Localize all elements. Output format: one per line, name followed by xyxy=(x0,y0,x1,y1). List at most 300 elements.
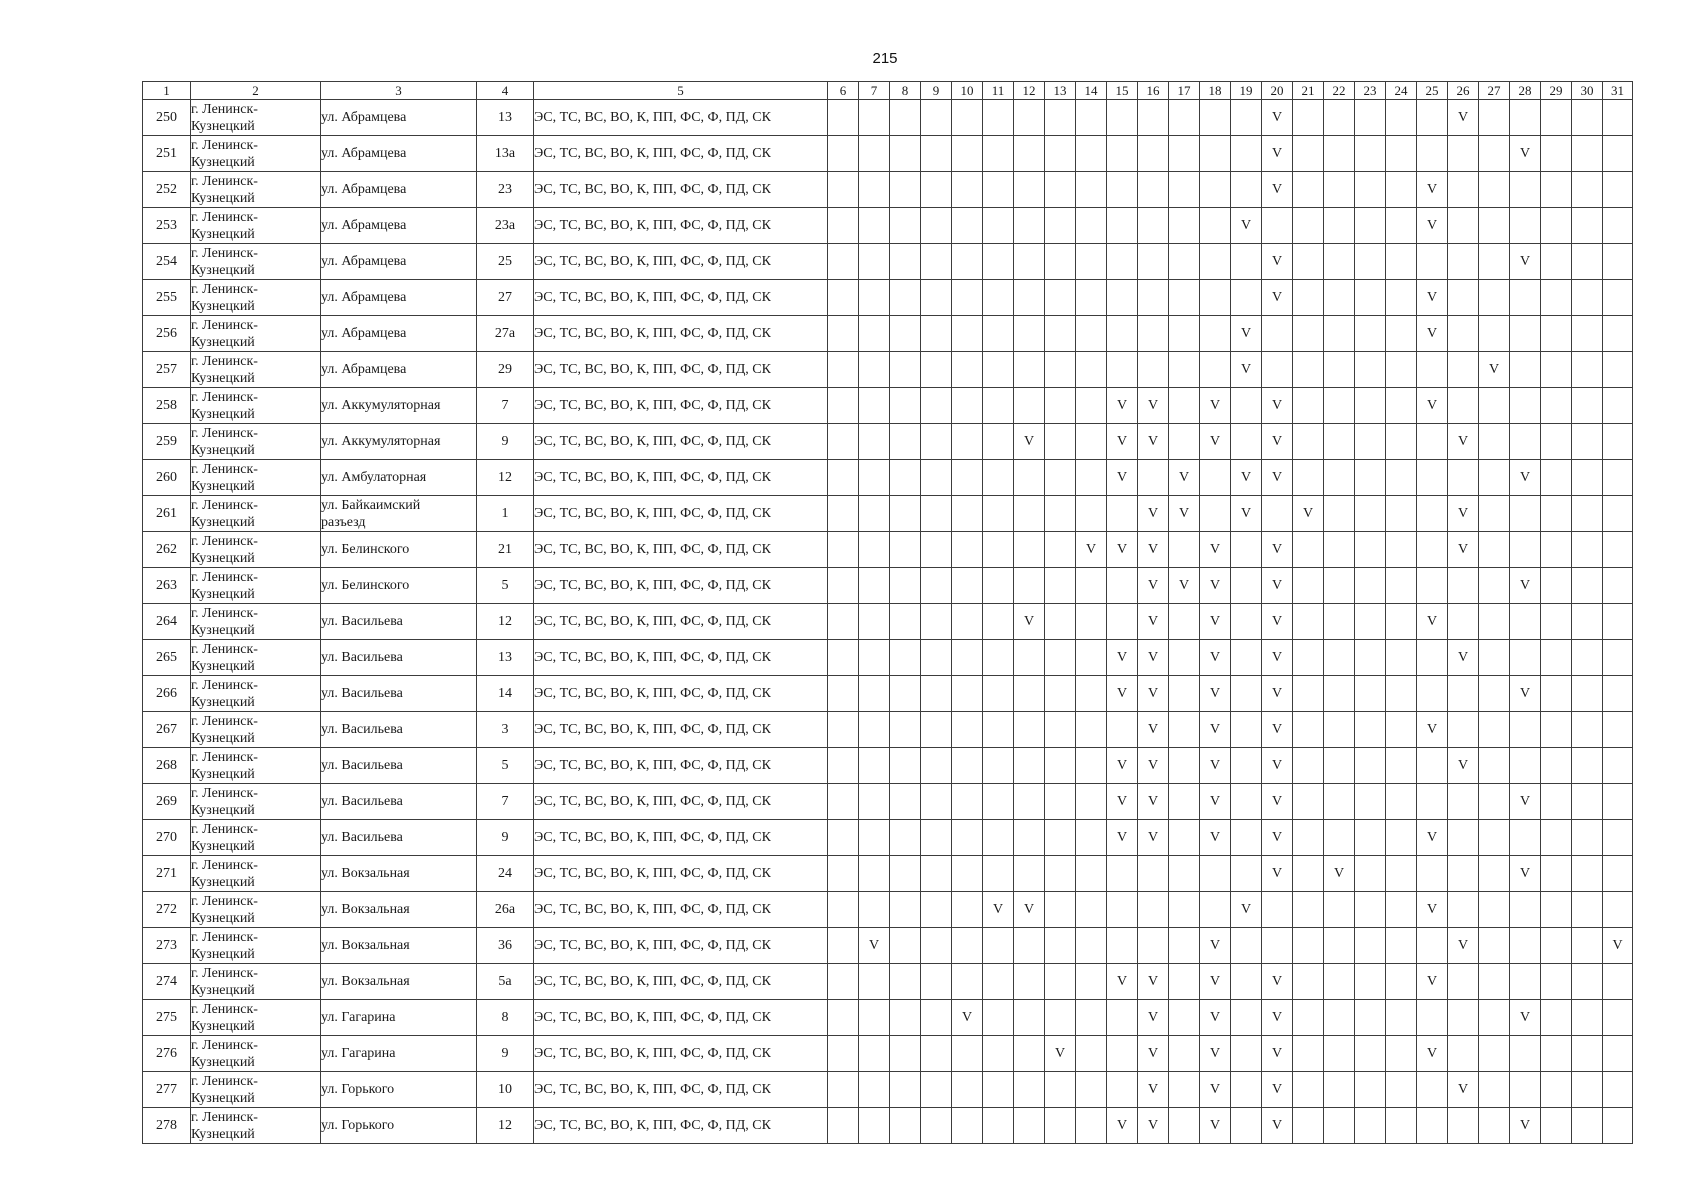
street-cell: ул. Абрамцева xyxy=(321,316,477,352)
table-row xyxy=(143,532,1633,568)
check-mark: V xyxy=(1240,361,1252,377)
check-mark: V xyxy=(1147,433,1159,449)
mark-cell-col-18 xyxy=(1200,532,1231,568)
mark-cell-col-21 xyxy=(1293,352,1324,388)
mark-cell-col-8 xyxy=(890,712,921,748)
mark-cell-col-25 xyxy=(1417,1072,1448,1108)
mark-cell-col-8 xyxy=(890,244,921,280)
mark-cell-col-29 xyxy=(1541,604,1572,640)
mark-cell-col-16 xyxy=(1138,712,1169,748)
mark-cell-col-9 xyxy=(921,1036,952,1072)
mark-cell-col-28 xyxy=(1510,532,1541,568)
mark-cell-col-24 xyxy=(1386,856,1417,892)
mark-cell-col-14 xyxy=(1076,964,1107,1000)
mark-cell-col-15 xyxy=(1107,316,1138,352)
mark-cell-col-21 xyxy=(1293,892,1324,928)
mark-cell-col-28 xyxy=(1510,316,1541,352)
mark-cell-col-11 xyxy=(983,676,1014,712)
mark-cell-col-30 xyxy=(1572,208,1603,244)
mark-cell-col-22 xyxy=(1324,532,1355,568)
mark-cell-col-31 xyxy=(1603,460,1633,496)
column-header-29: 29 xyxy=(1541,82,1572,100)
services-cell: ЭС, ТС, ВС, ВО, К, ПП, ФС, Ф, ПД, СК xyxy=(534,604,828,640)
mark-cell-col-25 xyxy=(1417,604,1448,640)
mark-cell-col-16 xyxy=(1138,532,1169,568)
check-mark: V xyxy=(1147,721,1159,737)
street-cell: ул. Вокзальная xyxy=(321,928,477,964)
mark-cell-col-16 xyxy=(1138,1108,1169,1144)
mark-cell-col-22 xyxy=(1324,100,1355,136)
services-cell: ЭС, ТС, ВС, ВО, К, ПП, ФС, Ф, ПД, СК xyxy=(534,856,828,892)
mark-cell-col-31 xyxy=(1603,136,1633,172)
table-row xyxy=(143,316,1633,352)
mark-cell-col-9 xyxy=(921,928,952,964)
mark-cell-col-14 xyxy=(1076,100,1107,136)
mark-cell-col-6 xyxy=(828,1072,859,1108)
check-mark: V xyxy=(1054,1045,1066,1061)
house-number-cell: 8 xyxy=(477,1000,534,1036)
mark-cell-col-30 xyxy=(1572,1036,1603,1072)
check-mark: V xyxy=(1271,865,1283,881)
mark-cell-col-18 xyxy=(1200,1108,1231,1144)
check-mark: V xyxy=(1457,433,1469,449)
mark-cell-col-30 xyxy=(1572,316,1603,352)
services-cell: ЭС, ТС, ВС, ВО, К, ПП, ФС, Ф, ПД, СК xyxy=(534,460,828,496)
mark-cell-col-21 xyxy=(1293,784,1324,820)
mark-cell-col-25 xyxy=(1417,784,1448,820)
column-header-7: 7 xyxy=(859,82,890,100)
mark-cell-col-18 xyxy=(1200,1072,1231,1108)
city-cell: г. Ленинск- Кузнецкий xyxy=(191,1036,321,1072)
mark-cell-col-25 xyxy=(1417,1036,1448,1072)
mark-cell-col-23 xyxy=(1355,1072,1386,1108)
city-cell: г. Ленинск- Кузнецкий xyxy=(191,1108,321,1144)
mark-cell-col-30 xyxy=(1572,568,1603,604)
mark-cell-col-29 xyxy=(1541,820,1572,856)
check-mark: V xyxy=(1519,469,1531,485)
mark-cell-col-7 xyxy=(859,388,890,424)
mark-cell-col-21 xyxy=(1293,1036,1324,1072)
street-cell: ул. Васильева xyxy=(321,676,477,712)
mark-cell-col-24 xyxy=(1386,820,1417,856)
mark-cell-col-17 xyxy=(1169,676,1200,712)
mark-cell-col-6 xyxy=(828,424,859,460)
mark-cell-col-26 xyxy=(1448,712,1479,748)
mark-cell-col-8 xyxy=(890,424,921,460)
mark-cell-col-29 xyxy=(1541,532,1572,568)
check-mark: V xyxy=(1147,1045,1159,1061)
mark-cell-col-8 xyxy=(890,784,921,820)
column-header-19: 19 xyxy=(1231,82,1262,100)
mark-cell-col-14 xyxy=(1076,244,1107,280)
row-number-cell: 268 xyxy=(143,748,191,784)
mark-cell-col-27 xyxy=(1479,1036,1510,1072)
mark-cell-col-26 xyxy=(1448,1108,1479,1144)
mark-cell-col-13 xyxy=(1045,388,1076,424)
mark-cell-col-16 xyxy=(1138,568,1169,604)
services-cell: ЭС, ТС, ВС, ВО, К, ПП, ФС, Ф, ПД, СК xyxy=(534,244,828,280)
street-cell: ул. Абрамцева xyxy=(321,136,477,172)
house-number-cell: 27 xyxy=(477,280,534,316)
city-cell: г. Ленинск- Кузнецкий xyxy=(191,712,321,748)
table-row xyxy=(143,244,1633,280)
mark-cell-col-15 xyxy=(1107,424,1138,460)
mark-cell-col-10 xyxy=(952,460,983,496)
mark-cell-col-12 xyxy=(1014,568,1045,604)
mark-cell-col-16 xyxy=(1138,604,1169,640)
mark-cell-col-26 xyxy=(1448,676,1479,712)
mark-cell-col-18 xyxy=(1200,496,1231,532)
mark-cell-col-20 xyxy=(1262,892,1293,928)
mark-cell-col-7 xyxy=(859,568,890,604)
mark-cell-col-9 xyxy=(921,784,952,820)
mark-cell-col-11 xyxy=(983,352,1014,388)
mark-cell-col-20 xyxy=(1262,280,1293,316)
mark-cell-col-14 xyxy=(1076,352,1107,388)
mark-cell-col-12 xyxy=(1014,928,1045,964)
mark-cell-col-15 xyxy=(1107,532,1138,568)
city-cell: г. Ленинск- Кузнецкий xyxy=(191,460,321,496)
mark-cell-col-21 xyxy=(1293,460,1324,496)
column-header-28: 28 xyxy=(1510,82,1541,100)
mark-cell-col-24 xyxy=(1386,640,1417,676)
column-header-27: 27 xyxy=(1479,82,1510,100)
mark-cell-col-17 xyxy=(1169,532,1200,568)
mark-cell-col-26 xyxy=(1448,496,1479,532)
mark-cell-col-13 xyxy=(1045,676,1076,712)
mark-cell-col-12 xyxy=(1014,136,1045,172)
column-header-14: 14 xyxy=(1076,82,1107,100)
column-header-26: 26 xyxy=(1448,82,1479,100)
mark-cell-col-11 xyxy=(983,748,1014,784)
mark-cell-col-30 xyxy=(1572,1072,1603,1108)
mark-cell-col-14 xyxy=(1076,496,1107,532)
table-row xyxy=(143,388,1633,424)
mark-cell-col-21 xyxy=(1293,748,1324,784)
mark-cell-col-19 xyxy=(1231,100,1262,136)
mark-cell-col-12 xyxy=(1014,820,1045,856)
row-number-cell: 255 xyxy=(143,280,191,316)
mark-cell-col-7 xyxy=(859,316,890,352)
row-number-cell: 264 xyxy=(143,604,191,640)
mark-cell-col-25 xyxy=(1417,568,1448,604)
mark-cell-col-12 xyxy=(1014,100,1045,136)
mark-cell-col-30 xyxy=(1572,712,1603,748)
page-number: 215 xyxy=(872,50,898,67)
check-mark: V xyxy=(1116,469,1128,485)
mark-cell-col-9 xyxy=(921,712,952,748)
check-mark: V xyxy=(961,1009,973,1025)
mark-cell-col-27 xyxy=(1479,964,1510,1000)
house-number-cell: 5 xyxy=(477,748,534,784)
check-mark: V xyxy=(1116,397,1128,413)
mark-cell-col-14 xyxy=(1076,856,1107,892)
check-mark: V xyxy=(1519,1117,1531,1133)
mark-cell-col-19 xyxy=(1231,280,1262,316)
mark-cell-col-14 xyxy=(1076,1000,1107,1036)
mark-cell-col-12 xyxy=(1014,388,1045,424)
mark-cell-col-14 xyxy=(1076,1108,1107,1144)
mark-cell-col-10 xyxy=(952,316,983,352)
column-header-16: 16 xyxy=(1138,82,1169,100)
mark-cell-col-26 xyxy=(1448,100,1479,136)
street-cell: ул. Гагарина xyxy=(321,1000,477,1036)
mark-cell-col-18 xyxy=(1200,568,1231,604)
mark-cell-col-19 xyxy=(1231,244,1262,280)
mark-cell-col-28 xyxy=(1510,172,1541,208)
mark-cell-col-20 xyxy=(1262,208,1293,244)
mark-cell-col-29 xyxy=(1541,1108,1572,1144)
mark-cell-col-26 xyxy=(1448,172,1479,208)
mark-cell-col-17 xyxy=(1169,316,1200,352)
check-mark: V xyxy=(1147,973,1159,989)
mark-cell-col-12 xyxy=(1014,352,1045,388)
column-header-18: 18 xyxy=(1200,82,1231,100)
mark-cell-col-22 xyxy=(1324,604,1355,640)
mark-cell-col-18 xyxy=(1200,604,1231,640)
mark-cell-col-16 xyxy=(1138,748,1169,784)
check-mark: V xyxy=(1147,1117,1159,1133)
mark-cell-col-11 xyxy=(983,856,1014,892)
mark-cell-col-20 xyxy=(1262,712,1293,748)
row-number-cell: 261 xyxy=(143,496,191,532)
mark-cell-col-26 xyxy=(1448,820,1479,856)
mark-cell-col-25 xyxy=(1417,964,1448,1000)
city-cell: г. Ленинск- Кузнецкий xyxy=(191,748,321,784)
street-cell: ул. Горького xyxy=(321,1072,477,1108)
mark-cell-col-26 xyxy=(1448,388,1479,424)
check-mark: V xyxy=(1240,217,1252,233)
mark-cell-col-6 xyxy=(828,1108,859,1144)
mark-cell-col-21 xyxy=(1293,316,1324,352)
check-mark: V xyxy=(1271,721,1283,737)
mark-cell-col-6 xyxy=(828,1036,859,1072)
mark-cell-col-26 xyxy=(1448,784,1479,820)
street-cell: ул. Белинского xyxy=(321,568,477,604)
row-number-cell: 273 xyxy=(143,928,191,964)
mark-cell-col-15 xyxy=(1107,748,1138,784)
mark-cell-col-14 xyxy=(1076,424,1107,460)
mark-cell-col-22 xyxy=(1324,424,1355,460)
mark-cell-col-24 xyxy=(1386,280,1417,316)
mark-cell-col-25 xyxy=(1417,208,1448,244)
mark-cell-col-9 xyxy=(921,640,952,676)
mark-cell-col-17 xyxy=(1169,244,1200,280)
mark-cell-col-31 xyxy=(1603,316,1633,352)
mark-cell-col-6 xyxy=(828,136,859,172)
mark-cell-col-15 xyxy=(1107,1072,1138,1108)
services-cell: ЭС, ТС, ВС, ВО, К, ПП, ФС, Ф, ПД, СК xyxy=(534,1036,828,1072)
mark-cell-col-11 xyxy=(983,1000,1014,1036)
check-mark: V xyxy=(1426,973,1438,989)
mark-cell-col-23 xyxy=(1355,1108,1386,1144)
services-cell: ЭС, ТС, ВС, ВО, К, ПП, ФС, Ф, ПД, СК xyxy=(534,640,828,676)
mark-cell-col-6 xyxy=(828,856,859,892)
mark-cell-col-11 xyxy=(983,388,1014,424)
mark-cell-col-24 xyxy=(1386,532,1417,568)
mark-cell-col-16 xyxy=(1138,676,1169,712)
mark-cell-col-12 xyxy=(1014,1036,1045,1072)
check-mark: V xyxy=(1178,505,1190,521)
services-cell: ЭС, ТС, ВС, ВО, К, ПП, ФС, Ф, ПД, СК xyxy=(534,1108,828,1144)
mark-cell-col-24 xyxy=(1386,784,1417,820)
mark-cell-col-30 xyxy=(1572,856,1603,892)
mark-cell-col-24 xyxy=(1386,892,1417,928)
mark-cell-col-17 xyxy=(1169,208,1200,244)
mark-cell-col-15 xyxy=(1107,172,1138,208)
mark-cell-col-22 xyxy=(1324,640,1355,676)
mark-cell-col-7 xyxy=(859,100,890,136)
mark-cell-col-30 xyxy=(1572,820,1603,856)
mark-cell-col-6 xyxy=(828,964,859,1000)
mark-cell-col-14 xyxy=(1076,712,1107,748)
check-mark: V xyxy=(1457,649,1469,665)
mark-cell-col-28 xyxy=(1510,352,1541,388)
mark-cell-col-12 xyxy=(1014,604,1045,640)
check-mark: V xyxy=(1147,1009,1159,1025)
mark-cell-col-16 xyxy=(1138,100,1169,136)
services-cell: ЭС, ТС, ВС, ВО, К, ПП, ФС, Ф, ПД, СК xyxy=(534,280,828,316)
mark-cell-col-20 xyxy=(1262,316,1293,352)
row-number-cell: 271 xyxy=(143,856,191,892)
mark-cell-col-24 xyxy=(1386,1108,1417,1144)
column-header-24: 24 xyxy=(1386,82,1417,100)
mark-cell-col-21 xyxy=(1293,388,1324,424)
check-mark: V xyxy=(1271,757,1283,773)
street-cell: ул. Белинского xyxy=(321,532,477,568)
check-mark: V xyxy=(1085,541,1097,557)
mark-cell-col-31 xyxy=(1603,676,1633,712)
mark-cell-col-23 xyxy=(1355,460,1386,496)
mark-cell-col-12 xyxy=(1014,676,1045,712)
mark-cell-col-19 xyxy=(1231,532,1262,568)
mark-cell-col-8 xyxy=(890,1000,921,1036)
mark-cell-col-18 xyxy=(1200,280,1231,316)
city-cell: г. Ленинск- Кузнецкий xyxy=(191,604,321,640)
check-mark: V xyxy=(1147,793,1159,809)
mark-cell-col-27 xyxy=(1479,100,1510,136)
table-row xyxy=(143,136,1633,172)
mark-cell-col-27 xyxy=(1479,496,1510,532)
column-header-17: 17 xyxy=(1169,82,1200,100)
mark-cell-col-17 xyxy=(1169,892,1200,928)
check-mark: V xyxy=(1271,289,1283,305)
row-number-cell: 265 xyxy=(143,640,191,676)
mark-cell-col-13 xyxy=(1045,460,1076,496)
mark-cell-col-13 xyxy=(1045,568,1076,604)
mark-cell-col-30 xyxy=(1572,784,1603,820)
mark-cell-col-22 xyxy=(1324,208,1355,244)
check-mark: V xyxy=(1271,145,1283,161)
mark-cell-col-17 xyxy=(1169,784,1200,820)
mark-cell-col-8 xyxy=(890,964,921,1000)
check-mark: V xyxy=(1271,685,1283,701)
house-number-cell: 5а xyxy=(477,964,534,1000)
mark-cell-col-22 xyxy=(1324,1036,1355,1072)
mark-cell-col-31 xyxy=(1603,208,1633,244)
mark-cell-col-12 xyxy=(1014,460,1045,496)
mark-cell-col-15 xyxy=(1107,676,1138,712)
city-cell: г. Ленинск- Кузнецкий xyxy=(191,424,321,460)
mark-cell-col-6 xyxy=(828,640,859,676)
mark-cell-col-13 xyxy=(1045,208,1076,244)
mark-cell-col-19 xyxy=(1231,1072,1262,1108)
mark-cell-col-29 xyxy=(1541,856,1572,892)
mark-cell-col-16 xyxy=(1138,1000,1169,1036)
check-mark: V xyxy=(1271,613,1283,629)
mark-cell-col-11 xyxy=(983,1072,1014,1108)
mark-cell-col-7 xyxy=(859,244,890,280)
mark-cell-col-17 xyxy=(1169,568,1200,604)
mark-cell-col-19 xyxy=(1231,604,1262,640)
mark-cell-col-16 xyxy=(1138,208,1169,244)
mark-cell-col-31 xyxy=(1603,964,1633,1000)
mark-cell-col-15 xyxy=(1107,244,1138,280)
house-number-cell: 9 xyxy=(477,1036,534,1072)
mark-cell-col-26 xyxy=(1448,244,1479,280)
table-row xyxy=(143,712,1633,748)
mark-cell-col-21 xyxy=(1293,1000,1324,1036)
mark-cell-col-28 xyxy=(1510,964,1541,1000)
mark-cell-col-29 xyxy=(1541,100,1572,136)
mark-cell-col-13 xyxy=(1045,136,1076,172)
check-mark: V xyxy=(1271,577,1283,593)
mark-cell-col-6 xyxy=(828,316,859,352)
mark-cell-col-9 xyxy=(921,568,952,604)
mark-cell-col-13 xyxy=(1045,532,1076,568)
mark-cell-col-31 xyxy=(1603,892,1633,928)
city-cell: г. Ленинск- Кузнецкий xyxy=(191,172,321,208)
mark-cell-col-24 xyxy=(1386,964,1417,1000)
mark-cell-col-14 xyxy=(1076,820,1107,856)
check-mark: V xyxy=(1209,397,1221,413)
table-row xyxy=(143,100,1633,136)
mark-cell-col-11 xyxy=(983,1108,1014,1144)
mark-cell-col-20 xyxy=(1262,856,1293,892)
table-row xyxy=(143,748,1633,784)
services-cell: ЭС, ТС, ВС, ВО, К, ПП, ФС, Ф, ПД, СК xyxy=(534,532,828,568)
mark-cell-col-20 xyxy=(1262,424,1293,460)
mark-cell-col-16 xyxy=(1138,496,1169,532)
mark-cell-col-11 xyxy=(983,244,1014,280)
mark-cell-col-7 xyxy=(859,784,890,820)
mark-cell-col-28 xyxy=(1510,820,1541,856)
mark-cell-col-17 xyxy=(1169,604,1200,640)
mark-cell-col-26 xyxy=(1448,568,1479,604)
mark-cell-col-21 xyxy=(1293,1108,1324,1144)
mark-cell-col-25 xyxy=(1417,892,1448,928)
mark-cell-col-29 xyxy=(1541,388,1572,424)
mark-cell-col-21 xyxy=(1293,820,1324,856)
mark-cell-col-31 xyxy=(1603,568,1633,604)
mark-cell-col-29 xyxy=(1541,748,1572,784)
mark-cell-col-20 xyxy=(1262,172,1293,208)
mark-cell-col-20 xyxy=(1262,100,1293,136)
mark-cell-col-16 xyxy=(1138,640,1169,676)
check-mark: V xyxy=(1519,577,1531,593)
mark-cell-col-14 xyxy=(1076,676,1107,712)
mark-cell-col-23 xyxy=(1355,496,1386,532)
mark-cell-col-18 xyxy=(1200,424,1231,460)
city-cell: г. Ленинск- Кузнецкий xyxy=(191,280,321,316)
check-mark: V xyxy=(1271,397,1283,413)
check-mark: V xyxy=(1457,757,1469,773)
check-mark: V xyxy=(1519,253,1531,269)
house-number-cell: 3 xyxy=(477,712,534,748)
services-cell: ЭС, ТС, ВС, ВО, К, ПП, ФС, Ф, ПД, СК xyxy=(534,424,828,460)
mark-cell-col-8 xyxy=(890,928,921,964)
row-number-cell: 258 xyxy=(143,388,191,424)
